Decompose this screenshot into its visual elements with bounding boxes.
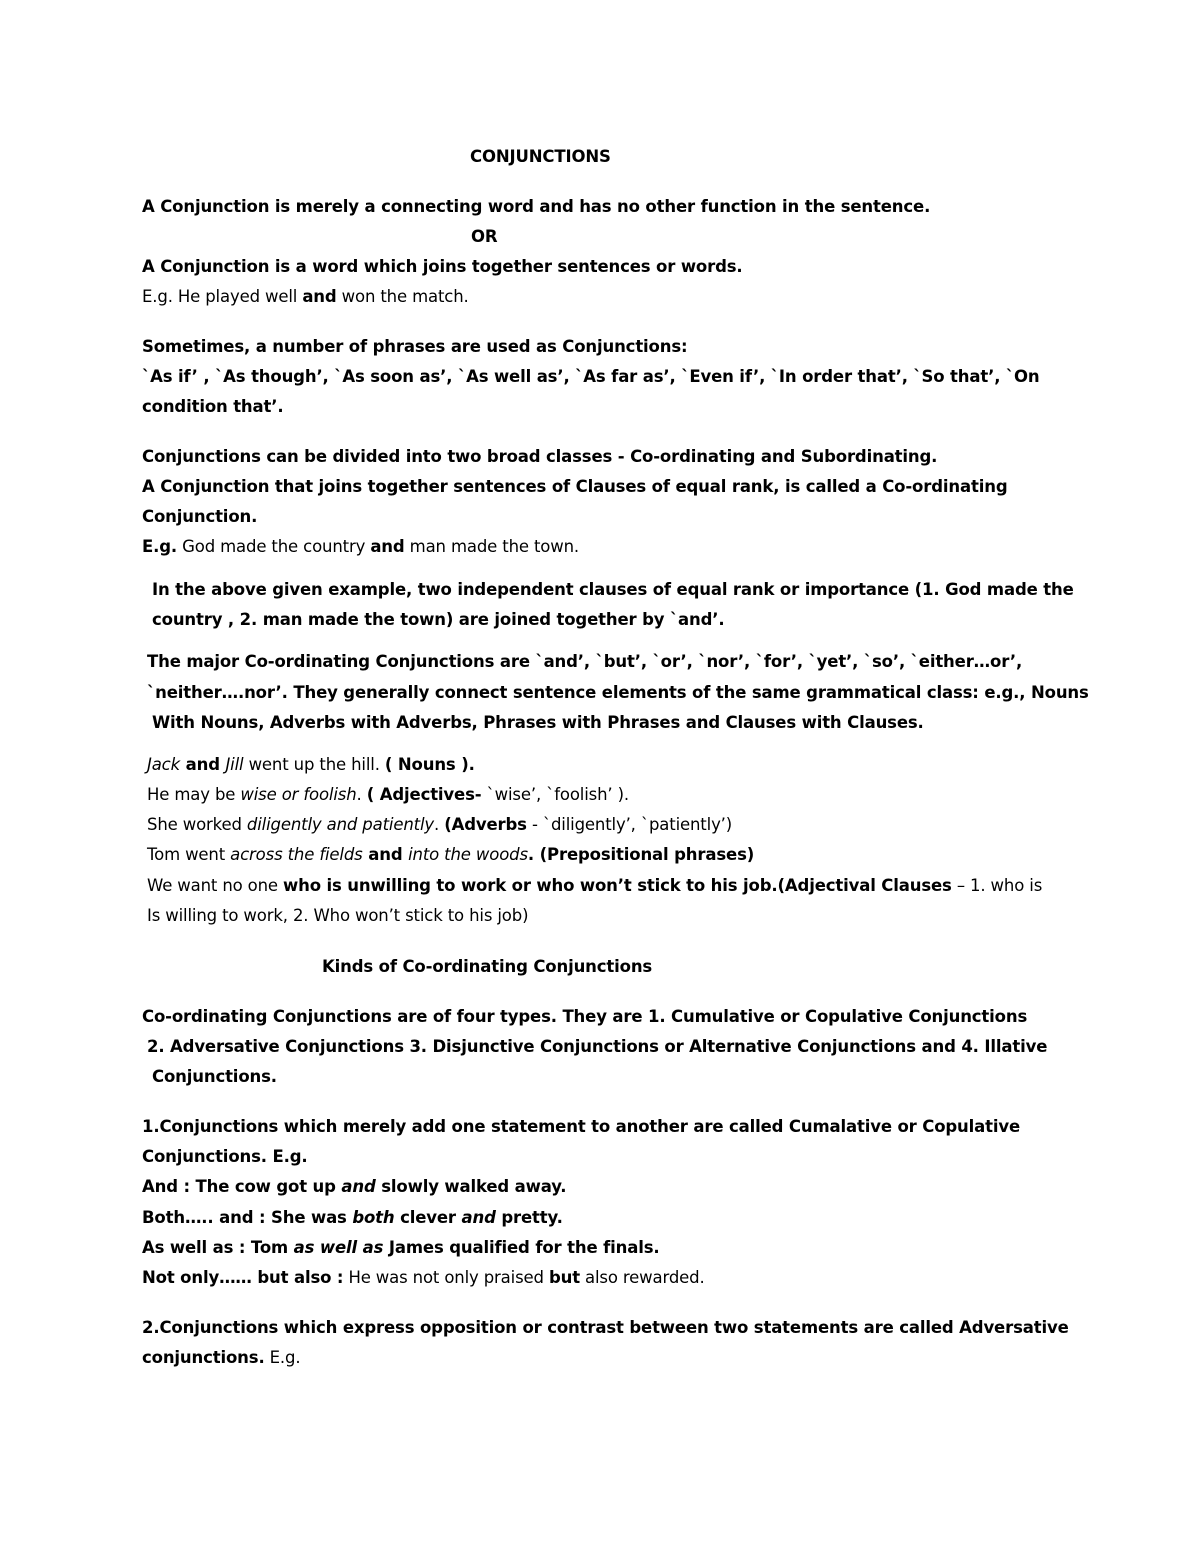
page-title: CONJUNCTIONS	[470, 147, 611, 166]
adversative-eg: E.g.	[264, 1348, 301, 1367]
example-and	[142, 1177, 566, 1197]
example-text: Tom went	[147, 845, 231, 864]
example-conj: as well as	[293, 1238, 384, 1257]
example-text: And : The cow got up	[142, 1177, 342, 1196]
example-text: – 1. who is	[951, 876, 1043, 895]
example-text: went up the hill.	[243, 755, 385, 774]
or-separator: OR	[471, 227, 498, 246]
example-conj: and	[362, 845, 409, 864]
example-category: . (Prepositional phrases)	[527, 845, 755, 864]
example-clauses-line-1	[147, 876, 1042, 896]
example-text: - `diligently’, `patiently’)	[526, 815, 733, 834]
example-both-and	[142, 1208, 563, 1228]
example-text: James qualified for the finals.	[383, 1238, 660, 1257]
example-as-well-as	[142, 1238, 660, 1258]
example-text: He may be	[147, 785, 241, 804]
example-text: We want no one	[147, 876, 284, 895]
types-line-3: Conjunctions.	[152, 1067, 277, 1086]
explanation-line-1: In the above given example, two independent clauses of equal rank or importance (1. God made the	[152, 580, 1074, 599]
example-text: pretty.	[495, 1208, 563, 1227]
example-text: clever	[394, 1208, 462, 1227]
example-label: Not only…… but also :	[142, 1268, 344, 1287]
types-line-2: 2. Adversative Conjunctions 3. Disjunctive Conjunctions or Alternative Conjunctions and 4. Illative	[147, 1037, 1048, 1056]
major-conjunctions-line-2: `neither….nor’. They generally connect sentence elements of the same grammatical class: e.g., Nouns	[147, 683, 1089, 702]
cumulative-definition-2: Conjunctions. E.g.	[142, 1147, 308, 1166]
phrases-line-2: condition that’.	[142, 397, 284, 416]
example-word: Jill	[225, 755, 244, 774]
coordinating-definition-1: A Conjunction that joins together sentences of Clauses of equal rank, is called a Co-ordinating	[142, 477, 1008, 496]
example-conj: and	[180, 755, 226, 774]
example-text: He was not only praised	[343, 1268, 549, 1287]
example-category: ( Nouns ).	[384, 755, 475, 774]
types-line-1: Co-ordinating Conjunctions are of four types. They are 1. Cumulative or Copulative Conjunctions	[142, 1007, 1028, 1026]
example-word: into the woods	[408, 845, 528, 864]
coordinating-definition-2: Conjunction.	[142, 507, 258, 526]
phrases-intro: Sometimes, a number of phrases are used as Conjunctions:	[142, 337, 688, 356]
example-2-part: God made the country	[177, 537, 371, 556]
kinds-heading: Kinds of Co-ordinating Conjunctions	[322, 957, 653, 976]
example-conj: and	[461, 1208, 496, 1227]
example-text: also rewarded.	[579, 1268, 705, 1287]
adversative-definition-1: 2.Conjunctions which express opposition or contrast between two statements are called Adversative	[142, 1318, 1069, 1337]
example-conj: but	[548, 1268, 580, 1287]
example-1	[142, 287, 469, 307]
explanation-line-2: country , 2. man made the town) are joined together by `and’.	[152, 610, 725, 629]
classes-paragraph: Conjunctions can be divided into two broad classes - Co-ordinating and Subordinating.	[142, 447, 938, 466]
example-conj: both	[352, 1208, 395, 1227]
example-prepositional	[147, 845, 754, 865]
phrases-line-1: `As if’ , `As though’, `As soon as’, `As well as’, `As far as’, `Even if’, `In order that’, `So that’, `On	[142, 367, 1040, 386]
example-2-part: man made the town.	[404, 537, 579, 556]
adversative-label: conjunctions.	[142, 1348, 265, 1367]
definition-2: A Conjunction is a word which joins together sentences or words.	[142, 257, 743, 276]
example-adverbs	[147, 815, 732, 835]
example-conj: and	[341, 1177, 376, 1196]
cumulative-definition-1: 1.Conjunctions which merely add one statement to another are called Cumalative or Copulative	[142, 1117, 1021, 1136]
example-word: Jack	[147, 755, 181, 774]
example-1-conj: and	[302, 287, 337, 306]
example-word: diligently and patiently	[246, 815, 435, 834]
major-conjunctions-line-3: With Nouns, Adverbs with Adverbs, Phrases with Phrases and Clauses with Clauses.	[152, 713, 924, 732]
example-1-part: won the match.	[336, 287, 469, 306]
adversative-definition-2	[142, 1348, 300, 1368]
example-adjectives	[147, 785, 629, 805]
example-2-label: E.g.	[142, 537, 178, 556]
example-1-part: E.g. He played well	[142, 287, 303, 306]
example-text: .	[434, 815, 445, 834]
example-text: Both….. and : She was	[142, 1208, 353, 1227]
example-text: `wise’, `foolish’ ).	[481, 785, 630, 804]
example-text: She worked	[147, 815, 247, 834]
example-word: wise or foolish	[240, 785, 357, 804]
example-not-only	[142, 1268, 705, 1288]
example-text: .	[356, 785, 367, 804]
major-conjunctions-line-1: The major Co-ordinating Conjunctions are `and’, `but’, `or’, `nor’, `for’, `yet’, `so’, `either…or’,	[147, 652, 1023, 671]
example-text: As well as : Tom	[142, 1238, 294, 1257]
example-2	[142, 537, 579, 557]
definition-1: A Conjunction is merely a connecting word and has no other function in the sentence.	[142, 197, 931, 216]
example-word: across the fields	[230, 845, 363, 864]
example-nouns	[147, 755, 475, 775]
example-category: ( Adjectives-	[366, 785, 482, 804]
example-category: (Adverbs	[444, 815, 527, 834]
example-clause: who is unwilling to work or who won’t stick to his job.(Adjectival Clauses	[283, 876, 952, 895]
example-clauses-line-2: Is willing to work, 2. Who won’t stick to his job)	[147, 906, 529, 925]
example-2-conj: and	[370, 537, 405, 556]
example-text: slowly walked away.	[375, 1177, 567, 1196]
